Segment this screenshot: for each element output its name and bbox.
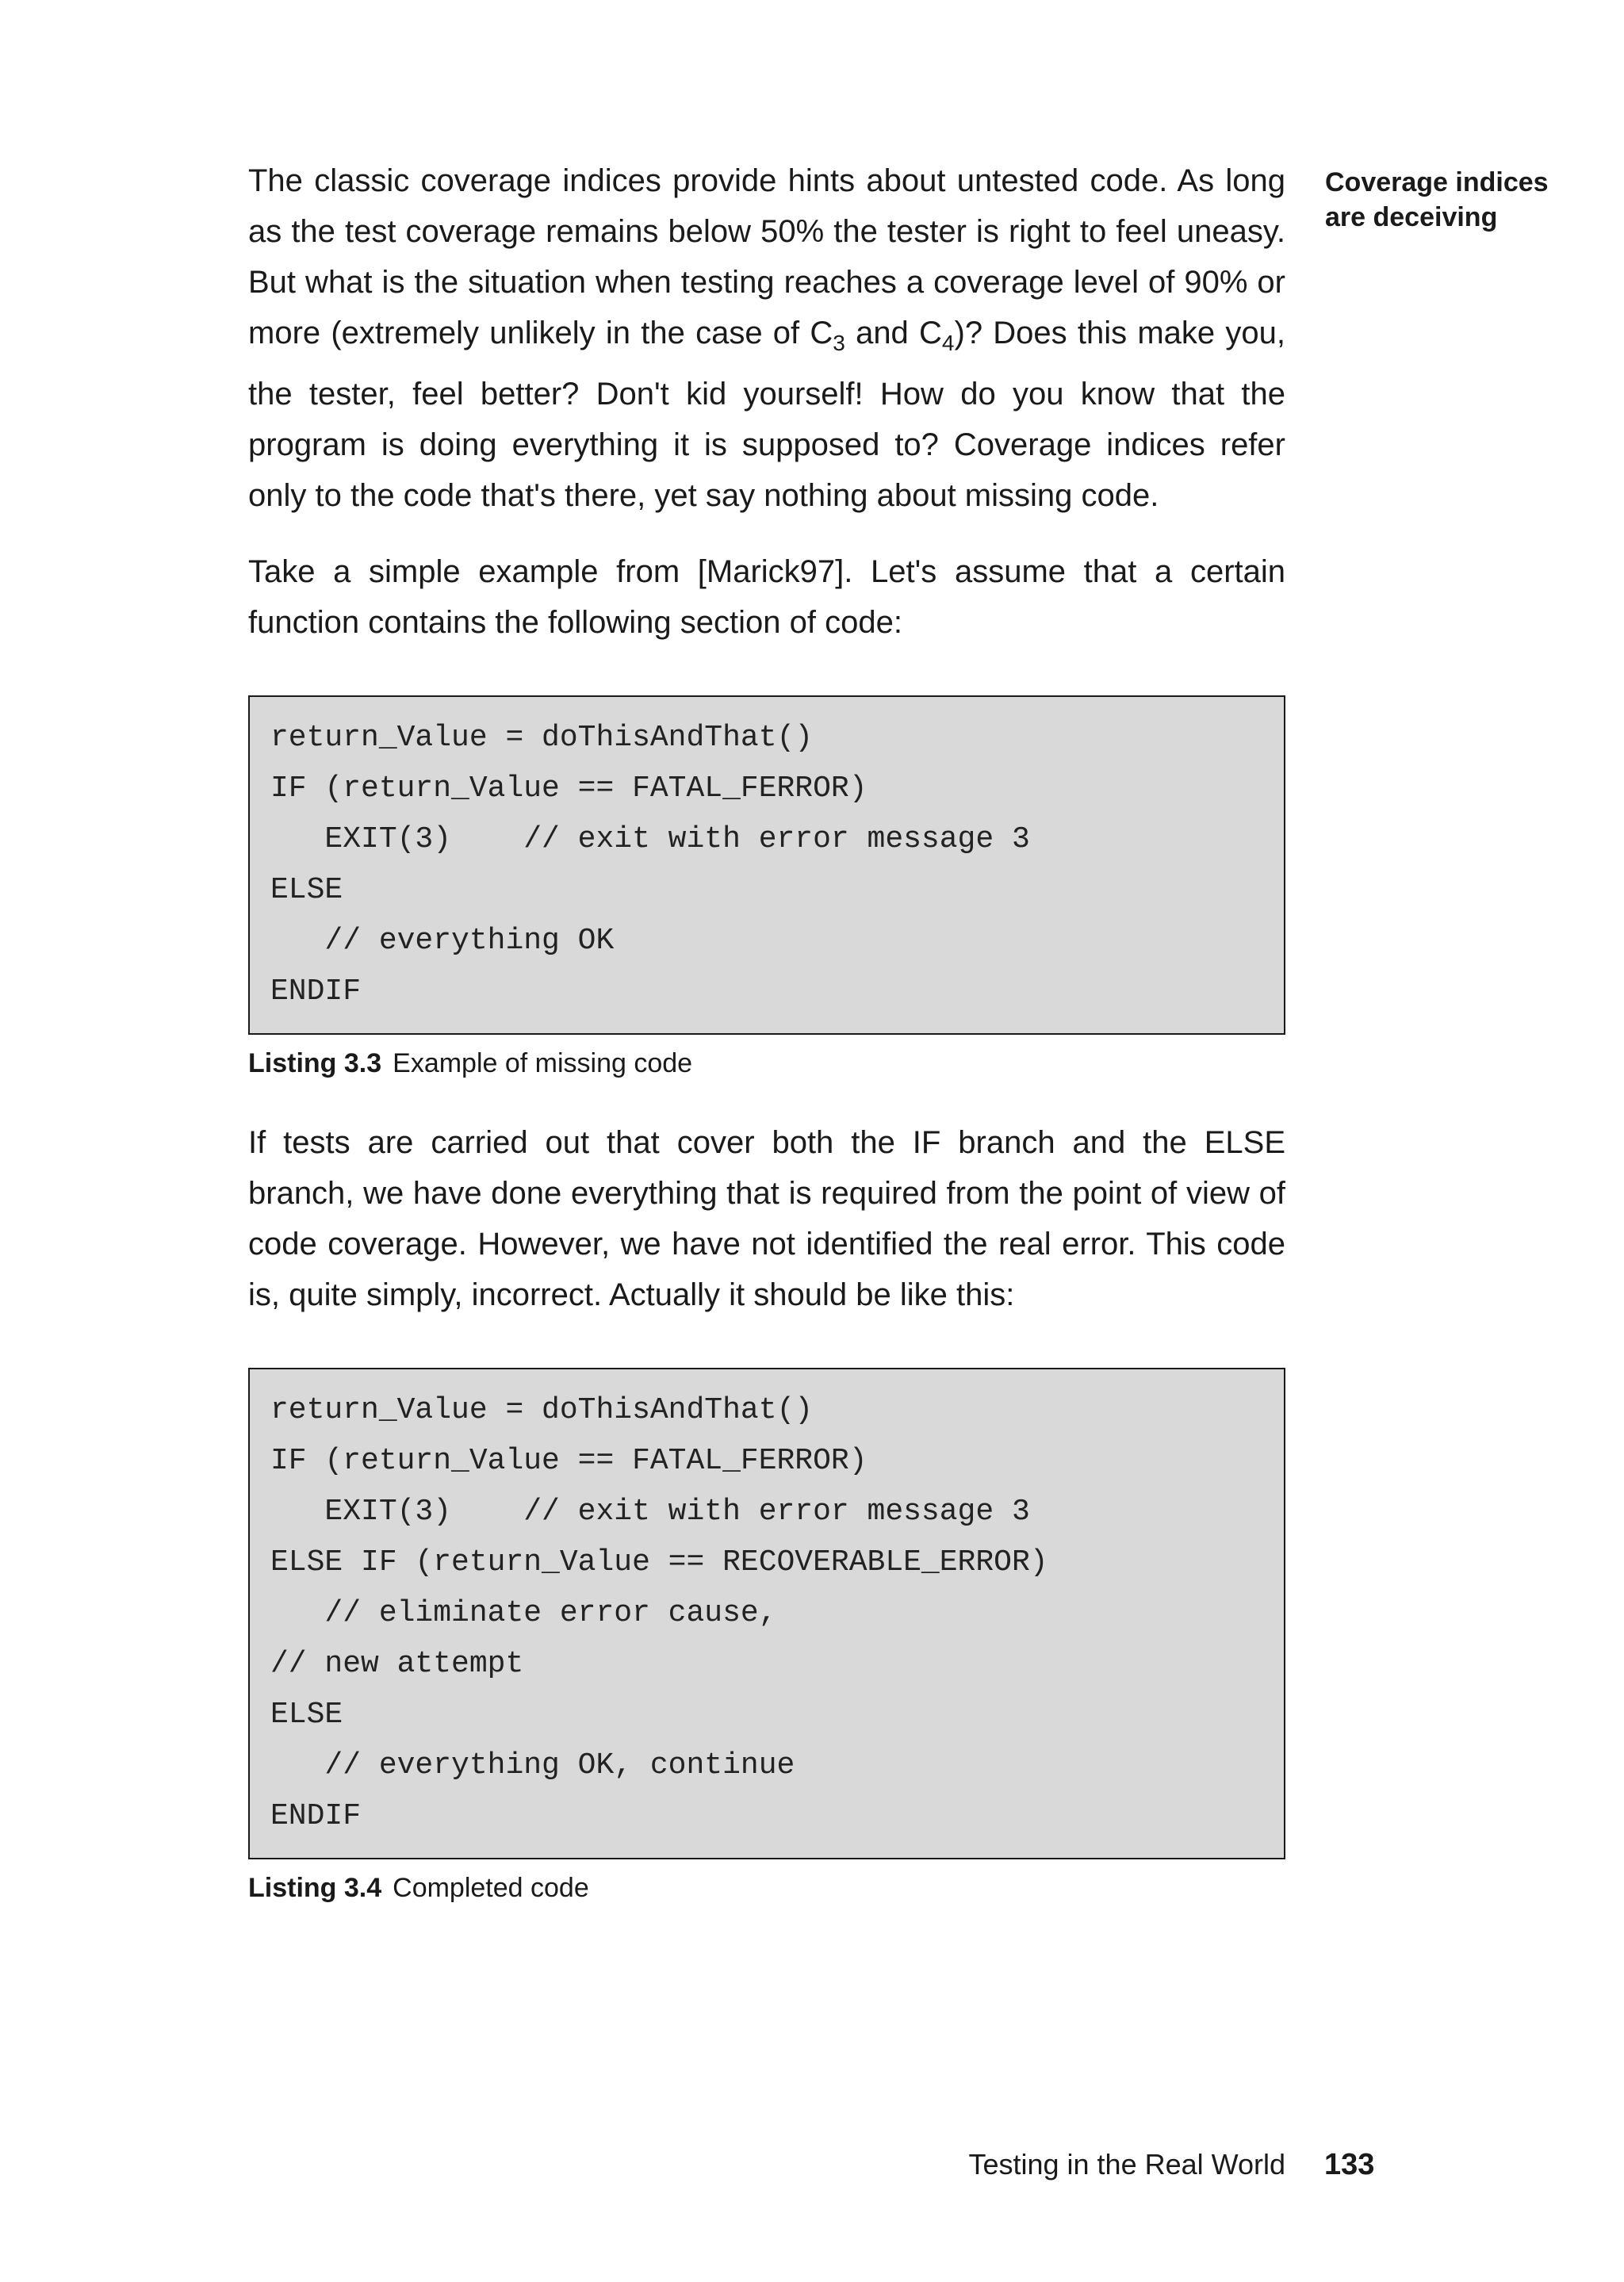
margin-note <box>1325 165 1563 235</box>
code-line: // everything OK <box>270 924 615 958</box>
code-listing-3-3 <box>248 695 1285 1035</box>
code-line: // everything OK, continue <box>270 1748 795 1782</box>
paragraph-if-else-explanation: If tests are carried out that cover both the IF branch and the ELSE branch, we have done everything that is required from the point of view of code coverage. However, we have not identified the real error. This code is, quite simply, incorrect. Actually it should be like this: <box>248 1125 1285 1312</box>
main-text-column <box>248 155 1285 1942</box>
code-line: ENDIF <box>270 1799 362 1833</box>
paragraph-text: and C <box>845 316 942 350</box>
code-line: // eliminate error cause, <box>270 1596 777 1630</box>
code-line: return_Value = doThisAndThat() <box>270 1393 814 1427</box>
code-listing-3-4 <box>248 1368 1285 1859</box>
listing-caption <box>248 1044 1285 1082</box>
paragraph-example-intro: Take a simple example from [Marick97]. Let's assume that a certain function contains the following section of code: <box>248 554 1285 640</box>
code-line: ELSE <box>270 873 343 907</box>
subscript: 4 <box>941 331 955 355</box>
caption-text: Example of missing code <box>393 1048 693 1078</box>
code-line: EXIT(3) // exit with error message 3 <box>270 822 1030 856</box>
code-line: IF (return_Value == FATAL_FERROR) <box>270 1444 868 1478</box>
code-line: EXIT(3) // exit with error message 3 <box>270 1495 1030 1529</box>
code-line: ELSE IF (return_Value == RECOVERABLE_ERROR) <box>270 1545 1048 1579</box>
paragraph-text: The classic coverage indices provide hints about untested code. As long as the test coverage remains below 50% the tester is right to feel uneasy. But what is the situation when testing reaches a coverage level of 90% or more (extremely unlikely in the case of C <box>248 163 1285 350</box>
listing-caption <box>248 1869 1285 1907</box>
paragraph-text: )? Does this make you, the tester, feel better? Don't kid yourself! How do you know that the program is doing everything it is supposed to? Coverage indices refer only to the code that's there, yet say nothing about missing code. <box>248 316 1285 513</box>
subscript: 3 <box>833 331 845 355</box>
caption-label: Listing 3.3 <box>248 1048 382 1078</box>
code-line: IF (return_Value == FATAL_FERROR) <box>270 772 868 806</box>
code-line: ENDIF <box>270 974 362 1009</box>
code-line: return_Value = doThisAndThat() <box>270 721 814 755</box>
code-line: ELSE <box>270 1698 343 1732</box>
running-footer-title: Testing in the Real World <box>968 2148 1285 2181</box>
caption-label: Listing 3.4 <box>248 1873 382 1903</box>
page-number: 133 <box>1324 2148 1375 2181</box>
margin-note-line-1: Coverage indices <box>1325 167 1549 197</box>
caption-text: Completed code <box>393 1873 589 1903</box>
paragraph-coverage-indices <box>248 155 1285 521</box>
code-line: // new attempt <box>270 1647 524 1681</box>
margin-note-line-2: are deceiving <box>1325 202 1498 232</box>
page-footer <box>0 2141 1624 2188</box>
